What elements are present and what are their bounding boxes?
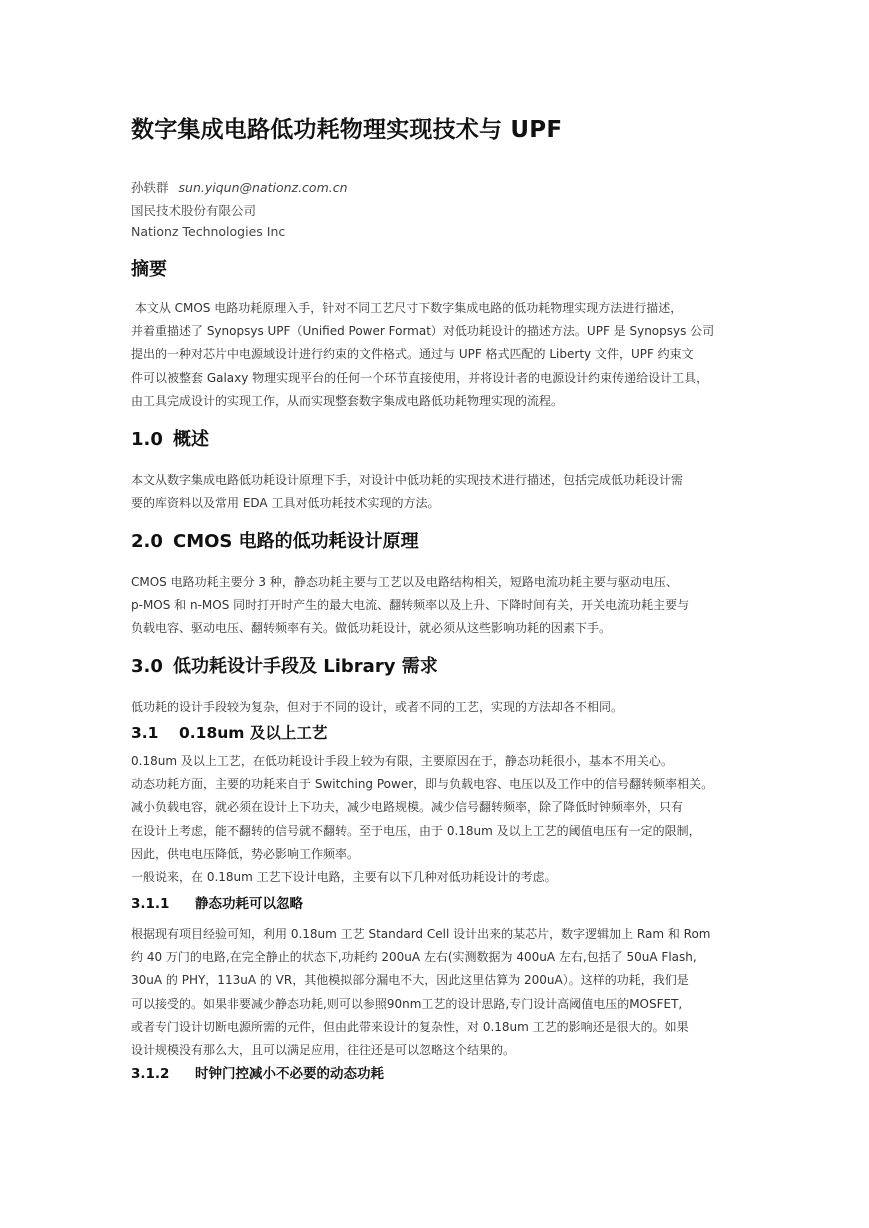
paragraph-line: 在设计上考虑，能不翻转的信号就不翻转。至于电压，由于 0.18um 及以上工艺的阈值电压有一定的限制， <box>131 823 701 838</box>
paragraph-line: p-MOS 和 n-MOS 同时打开时产生的最大电流、翻转频率以及上升、下降时间有关，开关电流功耗主要与 <box>131 598 690 613</box>
paragraph-line: CMOS 电路功耗主要分 3 种，静态功耗主要与工艺以及电路结构相关，短路电流功耗主要与驱动电压、 <box>131 575 678 589</box>
subsection-number: 3.1.1 <box>131 896 170 912</box>
paragraph-line: 本文从数字集成电路低功耗设计原理下手，对设计中低功耗的实现技术进行描述，包括完成低功耗设计需 <box>131 473 684 487</box>
paragraph-line: 约 40 万门的电路,在完全静止的状态下,功耗约 200uA 左右(实测数据为 400uA 左右,包括了 50uA Flash, <box>131 950 697 965</box>
abstract-heading: 摘要 <box>131 259 167 280</box>
paragraph-line: 可以接受的。如果非要减少静态功耗,则可以参照90nm工艺的设计思路,专门设计高阈值电压的MOSFET, <box>131 996 683 1011</box>
paragraph-line: 提出的一种对芯片中电源域设计进行约束的文件格式。通过与 UPF 格式匹配的 Liberty 文件，UPF 约束文 <box>131 347 694 362</box>
paragraph-line: 因此，供电电压降低，势必影响工作频率。 <box>131 846 360 861</box>
section-heading-2 <box>131 527 419 553</box>
paragraph-line: 0.18um 及以上工艺，在低功耗设计手段上较为有限，主要原因在于，静态功耗很小，基本不用关心。 <box>131 754 673 768</box>
company-en: Nationz Technologies Inc <box>131 224 286 239</box>
paragraph-line: 负载电容、驱动电压、翻转频率有关。做低功耗设计，就必须从这些影响功耗的因素下手。 <box>131 621 612 636</box>
paragraph-line: 减小负载电容，就必须在设计上下功夫，减少电路规模。减少信号翻转频率，除了降低时钟频率外，只有 <box>131 800 684 815</box>
section-heading-3 <box>131 652 438 678</box>
paragraph-line: 要的库资料以及常用 EDA 工具对低功耗技术实现的方法。 <box>131 496 440 511</box>
paragraph-line: 或者专门设计切断电源所需的元件，但由此带来设计的复杂性，对 0.18um 工艺的影响还是很大的。如果 <box>131 1019 689 1034</box>
subsection-3-1-paragraph <box>131 750 751 889</box>
section-title: CMOS 电路的低功耗设计原理 <box>173 531 419 552</box>
paragraph-line: 并着重描述了 Synopsys UPF（Unified Power Format）对低功耗设计的描述方法。UPF 是 Synopsys 公司 <box>131 324 715 339</box>
paragraph-line: 30uA 的 PHY，113uA 的 VR，其他模拟部分漏电不大，因此这里估算为 200uA）。这样的功耗，我们是 <box>131 973 689 988</box>
paragraph-line: 低功耗的设计手段较为复杂，但对于不同的设计，或者不同的工艺，实现的方法却各不相同。 <box>131 700 624 714</box>
author-line <box>131 178 348 196</box>
subsection-title: 时钟门控减小不必要的动态功耗 <box>195 1066 384 1082</box>
section-3-paragraph <box>131 696 751 719</box>
paragraph-line: 件可以被整套 Galaxy 物理实现平台的任何一个环节直接使用，并将设计者的电源设计约束传递给设计工具， <box>131 370 709 385</box>
subsection-number: 3.1 <box>131 724 159 742</box>
section-heading-1 <box>131 425 209 451</box>
section-number: 1.0 <box>131 429 163 450</box>
subsection-heading-3-1-1 <box>131 892 303 912</box>
subsection-heading-3-1-2 <box>131 1062 384 1082</box>
paragraph-line: 本文从 CMOS 电路功耗原理入手，针对不同工艺尺寸下数字集成电路的低功耗物理实现方法进行描述， <box>131 301 683 315</box>
subsection-title: 0.18um 及以上工艺 <box>179 724 328 742</box>
paragraph-line: 动态功耗方面，主要的功耗来自于 Switching Power，即与负载电容、电压以及工作中的信号翻转频率相关。 <box>131 777 714 792</box>
paragraph-line: 根据现有项目经验可知，利用 0.18um 工艺 Standard Cell 设计出来的某芯片，数字逻辑加上 Ram 和 Rom <box>131 927 711 941</box>
document-title: 数字集成电路低功耗物理实现技术与 UPF <box>131 117 563 143</box>
company-cn: 国民技术股份有限公司 <box>131 203 257 218</box>
section-2-paragraph <box>131 571 751 641</box>
section-title: 低功耗设计手段及 Library 需求 <box>173 656 438 677</box>
paragraph-line: 由工具完成设计的实现工作，从而实现整套数字集成电路低功耗物理实现的流程。 <box>131 393 564 408</box>
paragraph-line: 设计规模没有那么大，且可以满足应用，往往还是可以忽略这个结果的。 <box>131 1042 516 1057</box>
subsection-title: 静态功耗可以忽略 <box>195 896 303 912</box>
subsection-heading-3-1 <box>131 721 327 743</box>
subsection-3-1-1-paragraph <box>131 923 751 1062</box>
section-1-paragraph <box>131 469 751 515</box>
abstract-paragraph <box>131 297 751 413</box>
section-number: 3.0 <box>131 656 163 677</box>
paragraph-line: 一般说来，在 0.18um 工艺下设计电路，主要有以下几种对低功耗设计的考虑。 <box>131 869 557 884</box>
section-title: 概述 <box>173 429 209 450</box>
section-number: 2.0 <box>131 531 163 552</box>
author-name: 孙轶群 <box>131 180 169 195</box>
author-email: sun.yiqun@nationz.com.cn <box>178 180 348 195</box>
subsection-number: 3.1.2 <box>131 1066 170 1082</box>
